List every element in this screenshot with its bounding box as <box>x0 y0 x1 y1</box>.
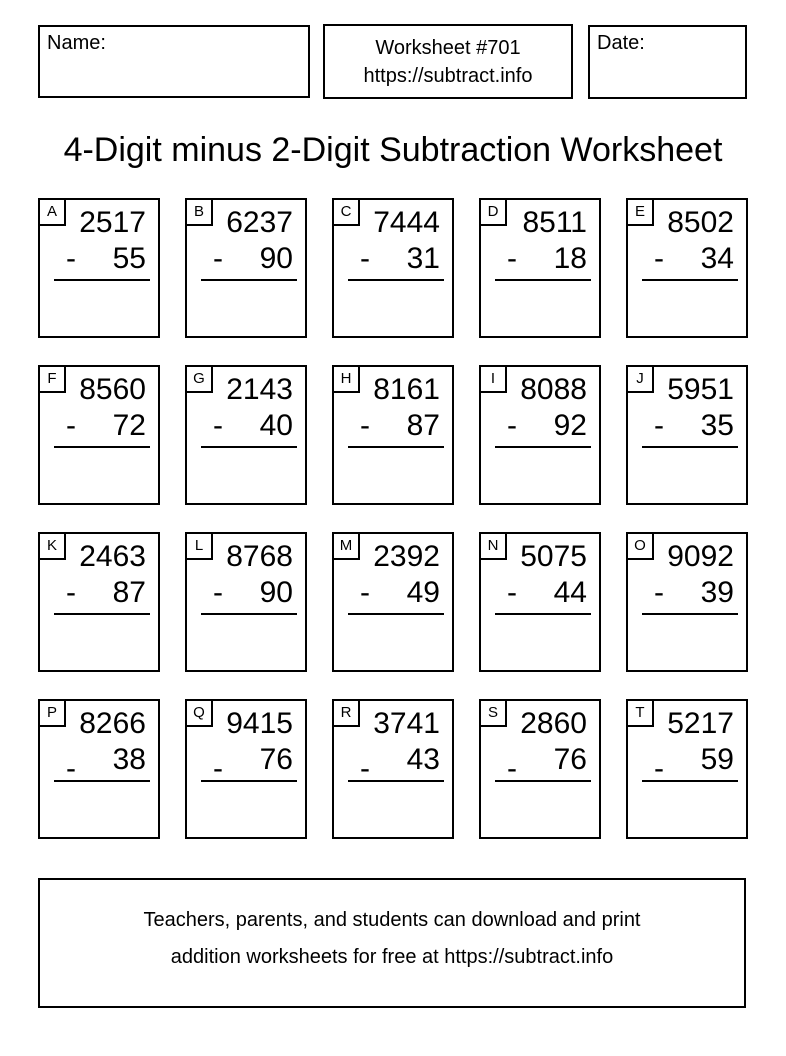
problem-box <box>332 699 454 839</box>
minus-sign: - <box>507 752 517 785</box>
problem-letter: D <box>481 200 507 226</box>
answer-space <box>334 615 452 670</box>
problem-subtraction-row <box>40 241 158 277</box>
problem-subtraction-row <box>187 575 305 611</box>
problem-subtrahend: 18 <box>553 242 587 275</box>
minus-sign: - <box>360 576 370 609</box>
answer-space <box>334 782 452 837</box>
problem-letter: A <box>40 200 66 226</box>
minus-sign: - <box>66 409 76 442</box>
problem-box <box>479 365 601 505</box>
problem-letter: C <box>334 200 360 226</box>
problem-minuend: 6237 <box>226 206 293 239</box>
problem-box <box>185 365 307 505</box>
worksheet-url: https://subtract.info <box>363 64 533 87</box>
problem-minuend: 2463 <box>79 540 146 573</box>
answer-space <box>187 281 305 336</box>
problem-subtraction-row <box>628 408 746 444</box>
minus-sign: - <box>213 576 223 609</box>
problem-subtrahend: 55 <box>112 242 146 275</box>
footer-notice-box <box>38 878 746 1008</box>
minus-sign: - <box>654 409 664 442</box>
problem-minuend: 3741 <box>373 707 440 740</box>
problem-subtrahend: 43 <box>406 743 440 776</box>
answer-space <box>40 782 158 837</box>
minus-sign: - <box>360 409 370 442</box>
problem-subtraction-row <box>40 575 158 611</box>
footer-line-2: addition worksheets for free at https://subtract.info <box>170 946 614 968</box>
problem-subtrahend: 35 <box>700 409 734 442</box>
problem-subtraction-row <box>40 742 158 785</box>
problem-box <box>479 699 601 839</box>
problem-box <box>38 699 160 839</box>
minus-sign: - <box>213 409 223 442</box>
problem-minuend: 2860 <box>520 707 587 740</box>
problem-letter: F <box>40 367 66 393</box>
problem-subtrahend: 90 <box>259 576 293 609</box>
problem-box <box>38 532 160 672</box>
problem-minuend: 8266 <box>79 707 146 740</box>
problem-minuend: 5217 <box>667 707 734 740</box>
footer-line-1: Teachers, parents, and students can download and print <box>143 909 641 931</box>
problem-subtrahend: 90 <box>259 242 293 275</box>
answer-space <box>334 281 452 336</box>
problem-subtrahend: 39 <box>700 576 734 609</box>
answer-space <box>187 615 305 670</box>
answer-space <box>481 448 599 503</box>
problem-box <box>332 365 454 505</box>
problem-letter: M <box>334 534 360 560</box>
problem-minuend: 8088 <box>520 373 587 406</box>
problem-subtrahend: 34 <box>700 242 734 275</box>
problems-grid <box>38 198 748 839</box>
problem-letter: B <box>187 200 213 226</box>
problem-box <box>626 365 748 505</box>
minus-sign: - <box>507 576 517 609</box>
problem-subtrahend: 76 <box>259 743 293 776</box>
minus-sign: - <box>213 752 223 785</box>
name-field-box <box>38 25 310 98</box>
minus-sign: - <box>507 409 517 442</box>
minus-sign: - <box>654 242 664 275</box>
problem-box <box>479 198 601 338</box>
worksheet-info-box <box>323 24 573 99</box>
problem-subtraction-row <box>628 241 746 277</box>
minus-sign: - <box>66 752 76 785</box>
problem-letter: N <box>481 534 507 560</box>
minus-sign: - <box>213 242 223 275</box>
minus-sign: - <box>360 242 370 275</box>
answer-space <box>187 782 305 837</box>
problem-box <box>185 532 307 672</box>
problem-subtrahend: 72 <box>112 409 146 442</box>
problem-subtraction-row <box>334 742 452 785</box>
problem-subtraction-row <box>628 742 746 785</box>
problem-minuend: 8511 <box>522 206 587 239</box>
problem-subtrahend: 49 <box>406 576 440 609</box>
page-title: 4-Digit minus 2-Digit Subtraction Worksheet <box>63 131 723 169</box>
problem-letter: K <box>40 534 66 560</box>
problem-box <box>332 532 454 672</box>
answer-space <box>628 782 746 837</box>
minus-sign: - <box>360 752 370 785</box>
problem-subtraction-row <box>187 742 305 785</box>
problem-minuend: 5075 <box>520 540 587 573</box>
problem-minuend: 8502 <box>667 206 734 239</box>
answer-space <box>481 615 599 670</box>
problem-letter: L <box>187 534 213 560</box>
problem-letter: O <box>628 534 654 560</box>
name-label: Name: <box>47 32 106 54</box>
minus-sign: - <box>66 242 76 275</box>
minus-sign: - <box>66 576 76 609</box>
problem-subtrahend: 92 <box>553 409 587 442</box>
problem-box <box>38 365 160 505</box>
answer-space <box>481 782 599 837</box>
problem-box <box>185 198 307 338</box>
problem-minuend: 5951 <box>667 373 734 406</box>
problem-subtrahend: 59 <box>700 743 734 776</box>
problem-letter: R <box>334 701 360 727</box>
problem-letter: H <box>334 367 360 393</box>
problem-box <box>332 198 454 338</box>
problem-letter: P <box>40 701 66 727</box>
worksheet-number: Worksheet #701 <box>375 36 521 59</box>
problem-minuend: 8161 <box>373 373 440 406</box>
problem-subtrahend: 40 <box>259 409 293 442</box>
problem-subtraction-row <box>481 575 599 611</box>
minus-sign: - <box>654 576 664 609</box>
problem-box <box>626 699 748 839</box>
problem-minuend: 7444 <box>373 206 440 239</box>
problem-subtraction-row <box>187 241 305 277</box>
answer-space <box>40 281 158 336</box>
problem-subtraction-row <box>334 575 452 611</box>
problem-subtraction-row <box>481 241 599 277</box>
problem-letter: Q <box>187 701 213 727</box>
answer-space <box>628 448 746 503</box>
problem-subtrahend: 76 <box>553 743 587 776</box>
answer-space <box>628 281 746 336</box>
answer-space <box>187 448 305 503</box>
problem-subtraction-row <box>481 408 599 444</box>
answer-space <box>40 615 158 670</box>
problem-box <box>185 699 307 839</box>
problem-subtraction-row <box>40 408 158 444</box>
minus-sign: - <box>507 242 517 275</box>
answer-space <box>628 615 746 670</box>
problem-subtraction-row <box>628 575 746 611</box>
problem-subtraction-row <box>481 742 599 785</box>
problem-subtrahend: 44 <box>553 576 587 609</box>
problem-subtraction-row <box>334 241 452 277</box>
problem-subtraction-row <box>187 408 305 444</box>
problem-subtrahend: 87 <box>406 409 440 442</box>
problem-box <box>626 198 748 338</box>
problem-minuend: 2517 <box>79 206 146 239</box>
problem-minuend: 9415 <box>226 707 293 740</box>
problem-subtrahend: 87 <box>112 576 146 609</box>
problem-subtraction-row <box>334 408 452 444</box>
minus-sign: - <box>654 752 664 785</box>
problem-letter: G <box>187 367 213 393</box>
problem-minuend: 9092 <box>667 540 734 573</box>
problem-minuend: 8560 <box>79 373 146 406</box>
problem-subtrahend: 38 <box>112 743 146 776</box>
problem-minuend: 8768 <box>226 540 293 573</box>
date-field-box <box>588 25 747 99</box>
answer-space <box>481 281 599 336</box>
problem-subtrahend: 31 <box>406 242 440 275</box>
problem-box <box>38 198 160 338</box>
answer-space <box>40 448 158 503</box>
problem-minuend: 2392 <box>373 540 440 573</box>
problem-box <box>479 532 601 672</box>
problem-box <box>626 532 748 672</box>
problem-letter: S <box>481 701 507 727</box>
problem-letter: E <box>628 200 654 226</box>
problem-minuend: 2143 <box>226 373 293 406</box>
date-label: Date: <box>597 32 645 54</box>
answer-space <box>334 448 452 503</box>
problem-letter: J <box>628 367 654 393</box>
problem-letter: T <box>628 701 654 727</box>
problem-letter: I <box>481 367 507 393</box>
